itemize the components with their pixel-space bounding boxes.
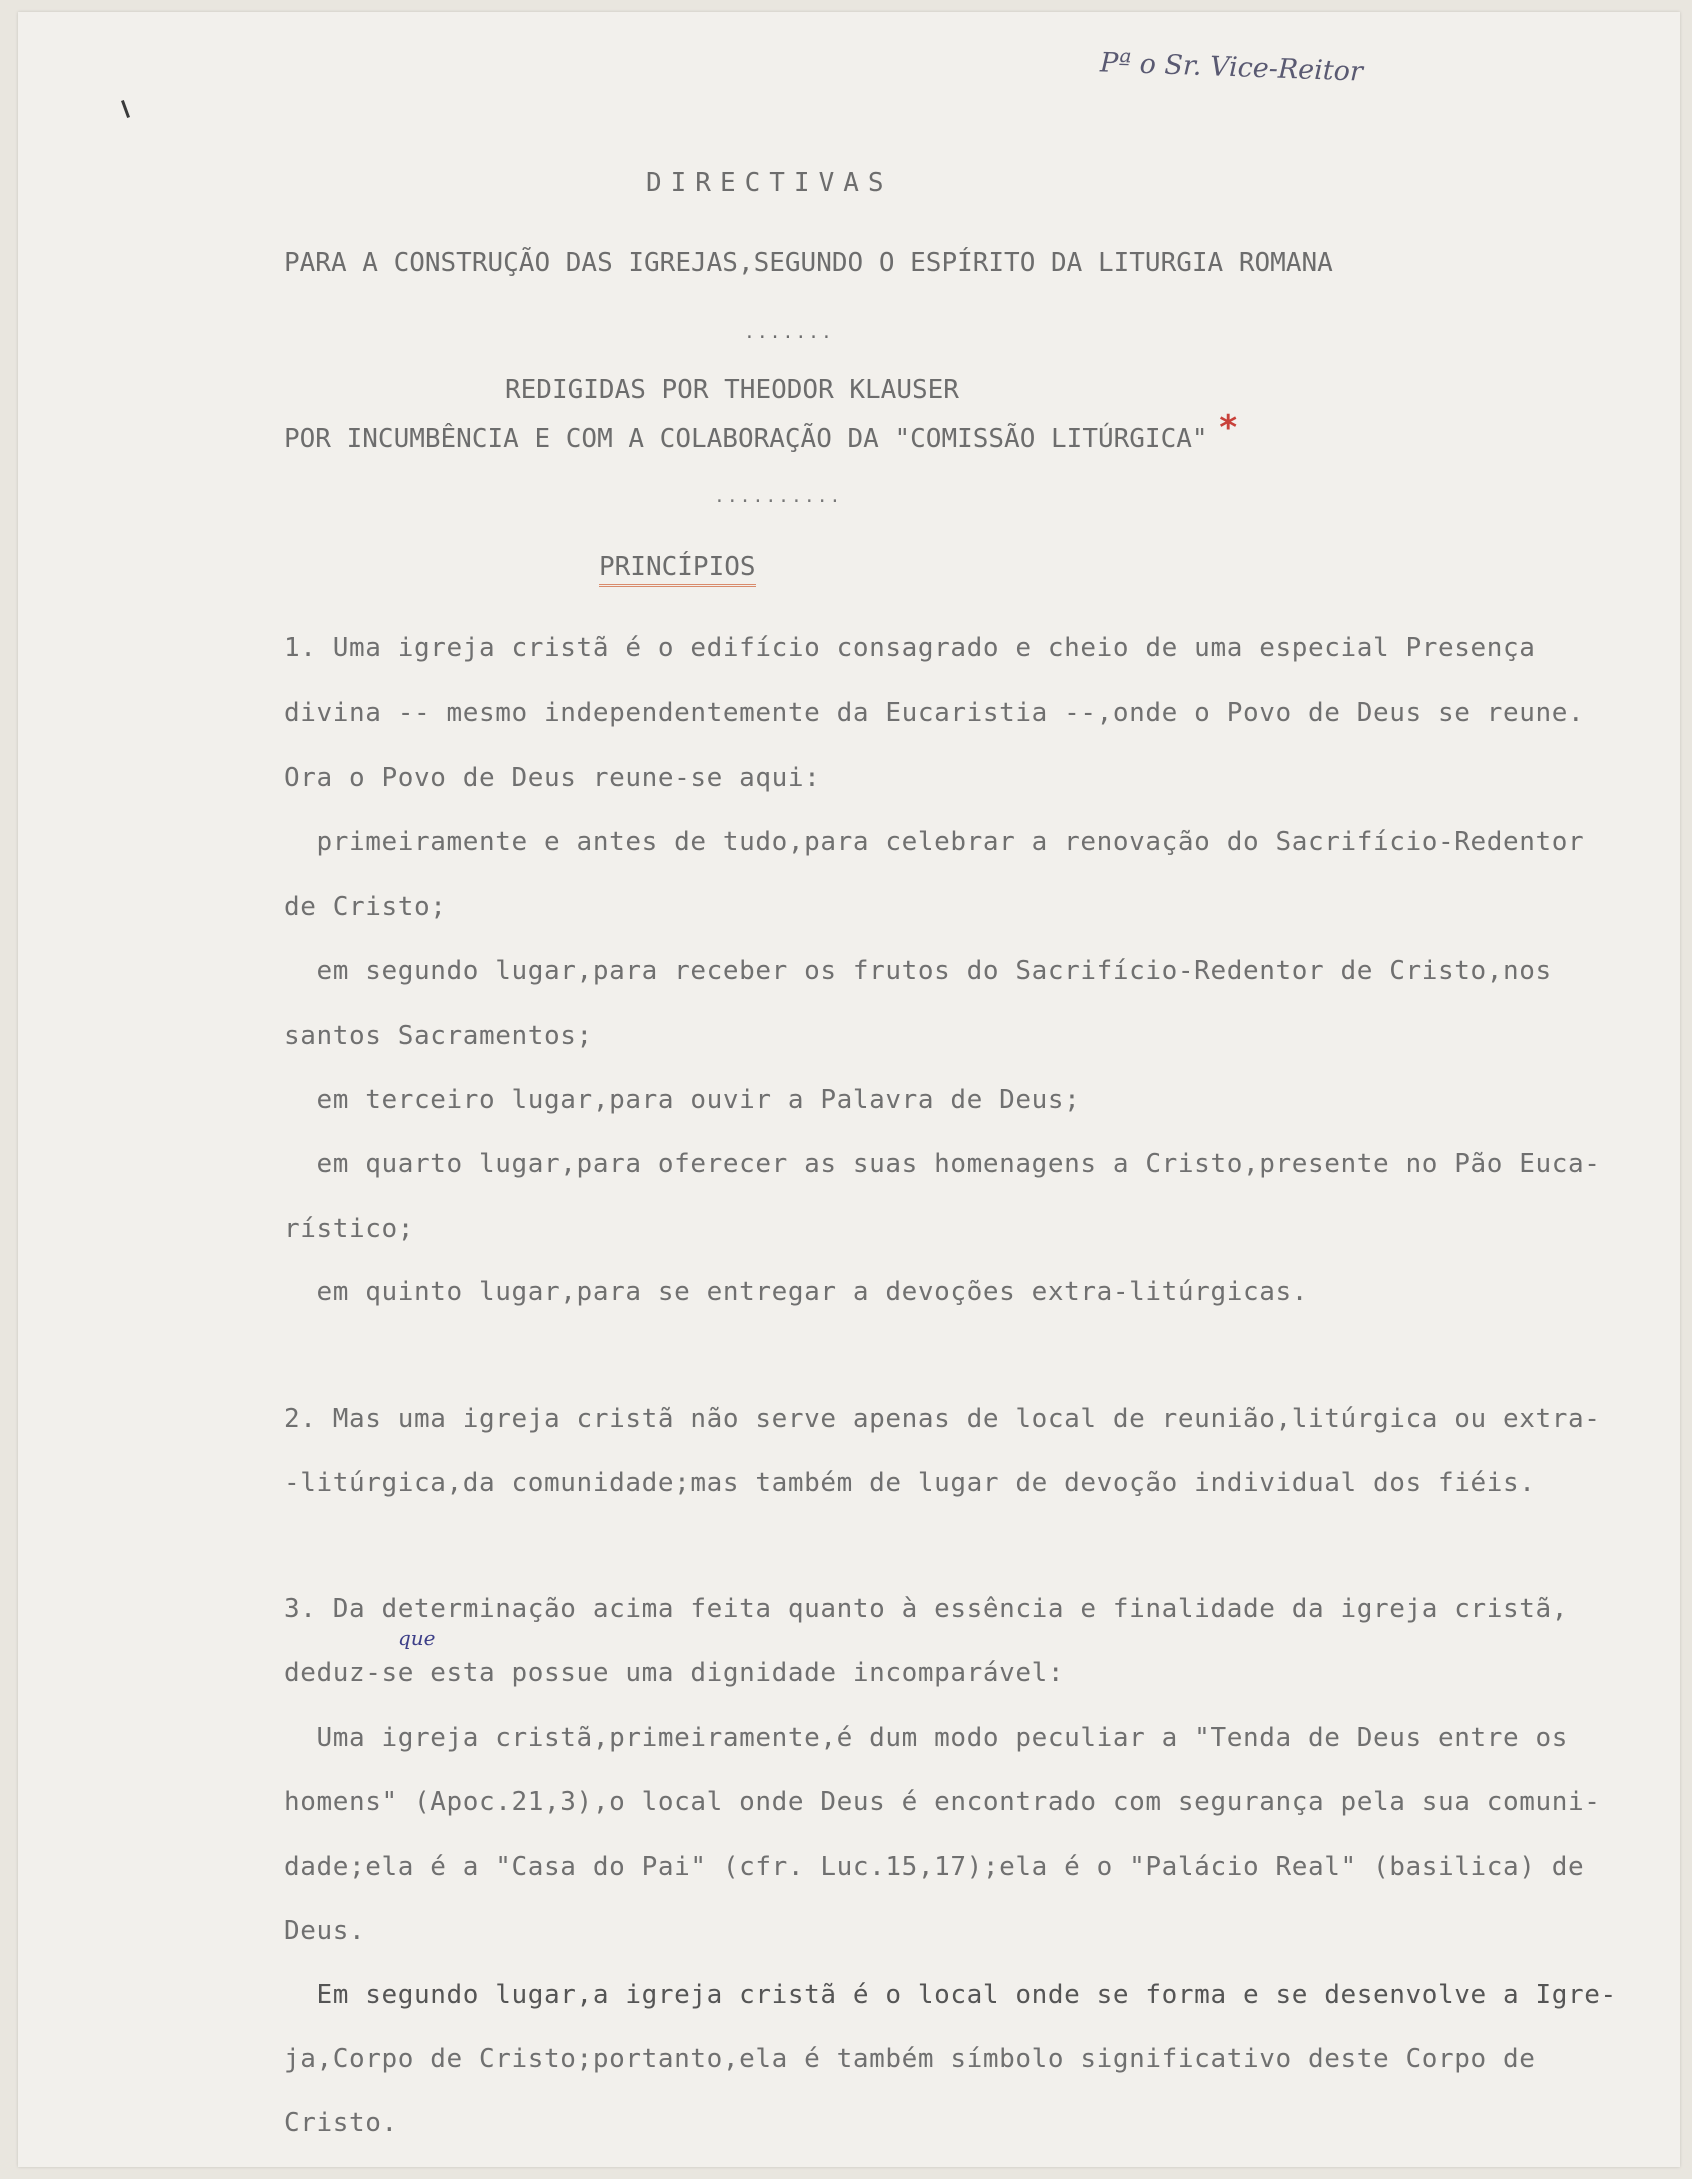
text-line: Em segundo lugar,a igreja cristã é o local onde se forma e se desenvolve a Igre- bbox=[284, 1980, 1617, 2010]
authorship-line-1: REDIGIDAS POR THEODOR KLAUSER bbox=[505, 375, 959, 405]
separator-dots: ....... bbox=[744, 322, 834, 343]
text-line: Cristo. bbox=[284, 2108, 398, 2138]
red-asterisk: * bbox=[1218, 408, 1239, 448]
text-line: em quarto lugar,para oferecer as suas homenagens a Cristo,presente no Pão Euca- bbox=[284, 1149, 1601, 1179]
text-line: -litúrgica,da comunidade;mas também de lugar de devoção individual dos fiéis. bbox=[284, 1468, 1536, 1498]
text-line: divina -- mesmo independentemente da Eucaristia --,onde o Povo de Deus se reune. bbox=[284, 698, 1585, 728]
text-line: em quinto lugar,para se entregar a devoções extra-litúrgicas. bbox=[284, 1277, 1308, 1307]
text-line: homens" (Apoc.21,3),o local onde Deus é encontrado com segurança pela sua comuni- bbox=[284, 1787, 1601, 1817]
text-line: santos Sacramentos; bbox=[284, 1021, 593, 1051]
text-line: 2. Mas uma igreja cristã não serve apenas de local de reunião,litúrgica ou extra- bbox=[284, 1404, 1601, 1434]
section-heading: PRINCÍPIOS bbox=[599, 552, 756, 587]
text-line: primeiramente e antes de tudo,para celebrar a renovação do Sacrifício-Redentor bbox=[284, 827, 1585, 857]
text-line: Ora o Povo de Deus reune-se aqui: bbox=[284, 763, 821, 793]
text-line: ja,Corpo de Cristo;portanto,ela é também símbolo significativo deste Corpo de bbox=[284, 2044, 1536, 2074]
document-page bbox=[18, 12, 1680, 2167]
text-line: 1. Uma igreja cristã é o edifício consagrado e cheio de uma especial Presença bbox=[284, 633, 1536, 663]
text-line: deduz-se esta possue uma dignidade incomparável: bbox=[284, 1658, 1065, 1688]
text-line: Uma igreja cristã,primeiramente,é dum modo peculiar a "Tenda de Deus entre os bbox=[284, 1723, 1569, 1753]
pen-mark bbox=[121, 100, 130, 118]
document-title: DIRECTIVAS bbox=[646, 168, 893, 198]
interlinear-note: que bbox=[398, 1626, 436, 1650]
document-subtitle: PARA A CONSTRUÇÃO DAS IGREJAS,SEGUNDO O ESPÍRITO DA LITURGIA ROMANA bbox=[284, 248, 1333, 278]
text-line: rístico; bbox=[284, 1214, 415, 1244]
handwritten-note: Pª o Sr. Vice-Reitor bbox=[1099, 47, 1364, 88]
text-line: de Cristo; bbox=[284, 892, 447, 922]
text-line: em segundo lugar,para receber os frutos do Sacrifício-Redentor de Cristo,nos bbox=[284, 956, 1552, 986]
text-line: em terceiro lugar,para ouvir a Palavra de Deus; bbox=[284, 1085, 1081, 1115]
text-line: 3. Da determinação acima feita quanto à essência e finalidade da igreja cristã, bbox=[284, 1594, 1569, 1624]
authorship-line-2: POR INCUMBÊNCIA E COM A COLABORAÇÃO DA "COMISSÃO LITÚRGICA" bbox=[284, 424, 1208, 454]
separator-dots: .......... bbox=[714, 486, 843, 507]
text-line: dade;ela é a "Casa do Pai" (cfr. Luc.15,17);ela é o "Palácio Real" (basilica) de bbox=[284, 1852, 1585, 1882]
text-line: Deus. bbox=[284, 1916, 366, 1946]
